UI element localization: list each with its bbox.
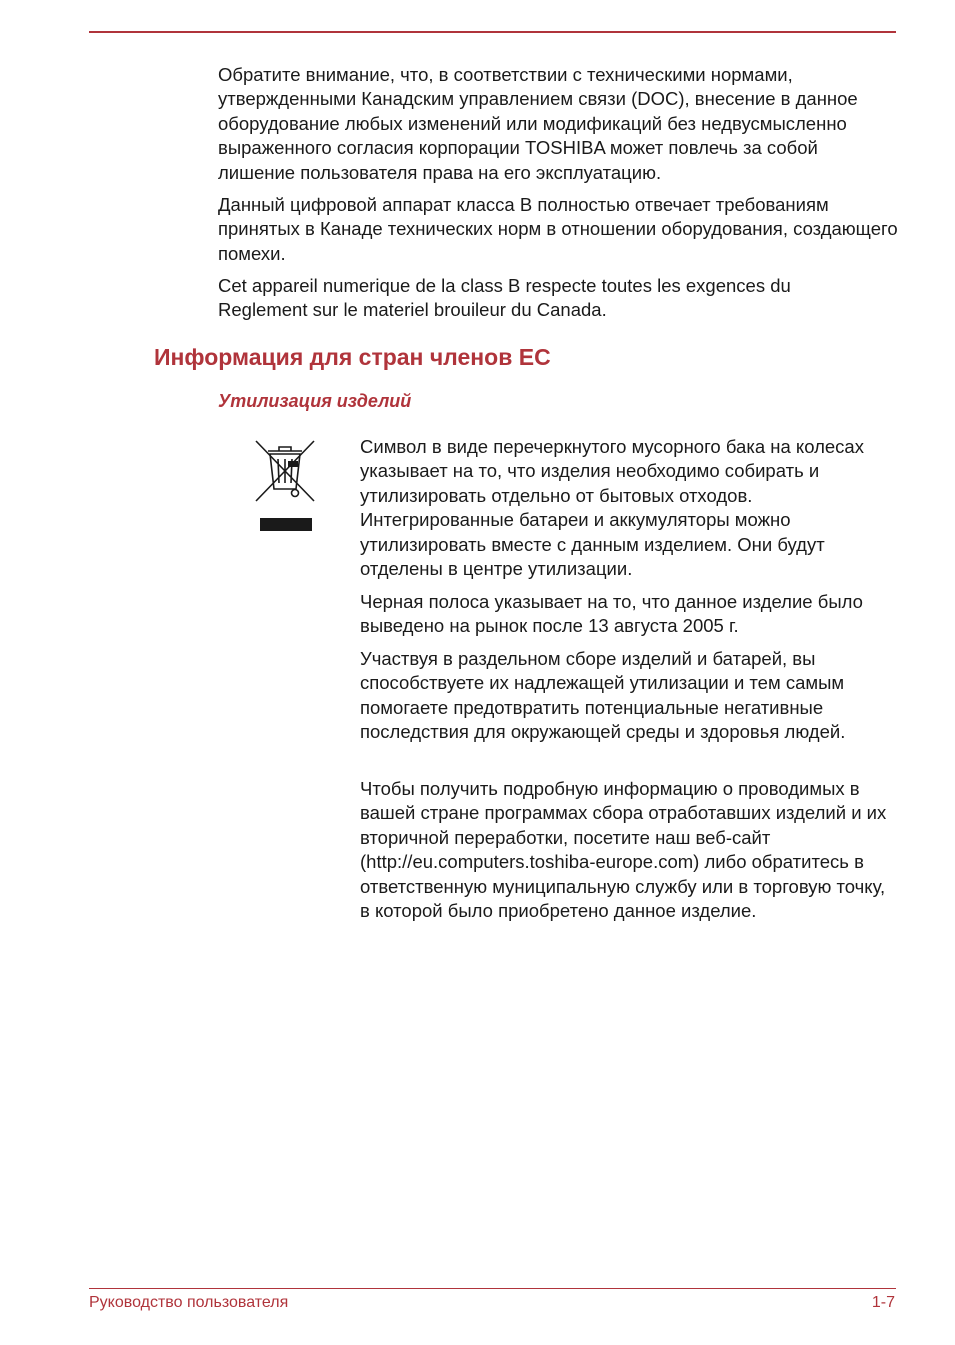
weee-paragraph-more-info: Чтобы получить подробную информацию о проводимых в вашей стране программах сбора отработавших изделий и их вторичной переработки, посетите наш веб-сайт (http://eu.computers.toshiba-europe.com) либо обратитесь в ответственную муниципальную службу или в торговую точку, в которой было приобретено данное изделие. bbox=[360, 778, 887, 922]
intro-paragraph-class-b-ru: Данный цифровой аппарат класса B полностью отвечает требованиям принятых в Канаде технических норм в отношении оборудования, создающего помехи. bbox=[218, 194, 898, 264]
weee-paragraph-black-bar: Черная полоса указывает на то, что данное изделие было выведено на рынок после 13 августа 2005 г. bbox=[360, 591, 863, 637]
section-heading: Информация для стран членов ЕС bbox=[154, 344, 551, 370]
weee-paragraph-collection: Участвуя в раздельном сборе изделий и батарей, вы способствуете их надлежащей утилизации и тем самым помогаете предотвратить потенциальные негативные последствия для окружающей среды и здоровья людей. bbox=[360, 648, 846, 743]
header-rule bbox=[89, 31, 896, 33]
section-subheading: Утилизация изделий bbox=[218, 391, 412, 411]
footer-rule bbox=[89, 1288, 896, 1289]
intro-paragraph-doc-notice: Обратите внимание, что, в соответствии с техническими нормами, утвержденными Канадским управлением связи (DOC), внесение в данное оборудование любых изменений или модификаций без недвусмысленно выраженного согласия корпорации TOSHIBA может повлечь за собой лишение пользователя права на его эксплуатацию. bbox=[218, 64, 858, 183]
weee-paragraph-symbol: Символ в виде перечеркнутого мусорного бака на колесах указывает на то, что изделия необходимо собирать и утилизировать отдельно от бытовых отходов. Интегрированные батареи и аккумуляторы можно утилизировать вместе с данным изделием. Они будут отделены в центре утилизации. bbox=[360, 436, 864, 580]
footer-title: Руководство пользователя bbox=[89, 1294, 289, 1311]
page-number: 1-7 bbox=[871, 1294, 895, 1311]
intro-paragraph-class-b-fr: Cet appareil numerique de la class B respecte toutes les exgences du Reglement sur le materiel brouileur du Canada. bbox=[218, 275, 791, 321]
crossed-out-wheelie-bin-icon bbox=[250, 437, 320, 535]
